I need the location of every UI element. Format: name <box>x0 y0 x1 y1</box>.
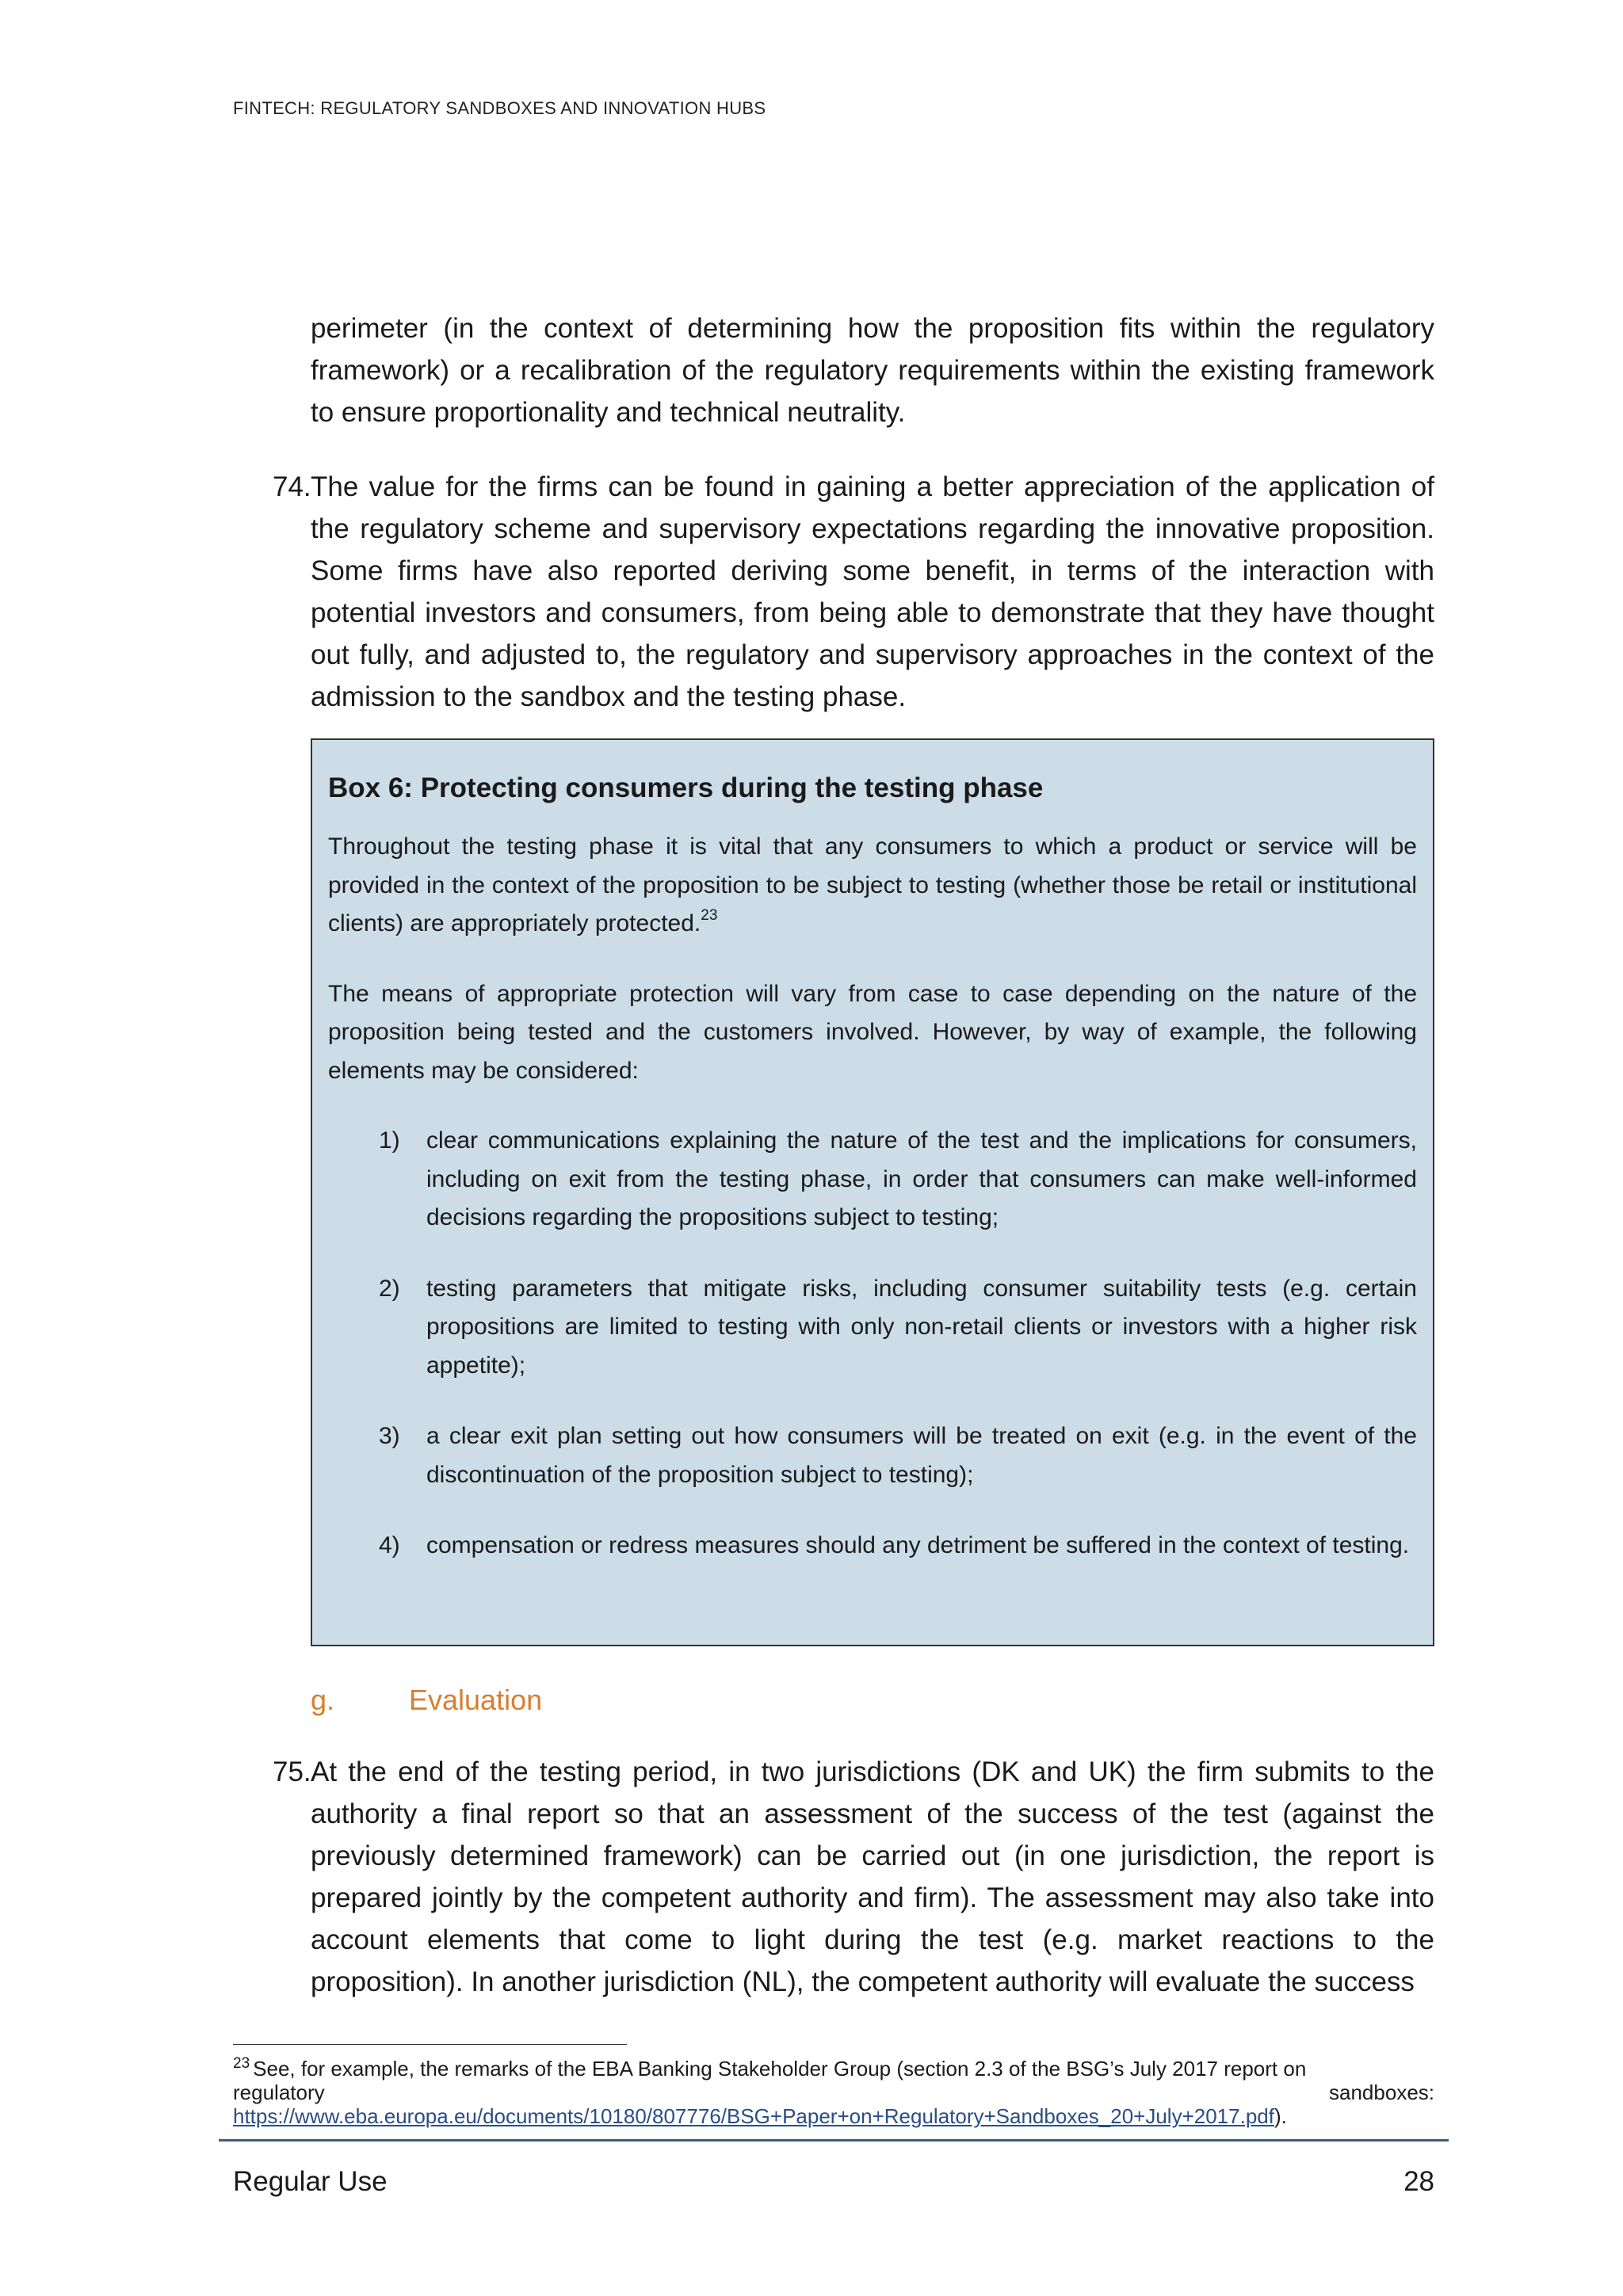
box-intro-text: Throughout the testing phase it is vital that any consumers to which a product or service will be provided in the context of the proposition to be subject to testing (whether those be retail or institutional clients) are appropriately protected. <box>328 833 1417 936</box>
footnote-reference[interactable]: 23 <box>701 907 718 924</box>
list-item <box>328 1417 1417 1494</box>
footnote-number: 23 <box>233 2055 250 2072</box>
list-item-text: clear communications explaining the nature of the test and the implications for consumers, including on exit from the testing phase, in order that consumers can make well-informed decisions regarding the propositions subject to testing; <box>426 1127 1417 1230</box>
paragraph-75 <box>273 1751 1434 2003</box>
footnote-23 <box>233 2057 1434 2128</box>
list-item <box>328 1527 1417 1566</box>
box-intro <box>328 828 1417 944</box>
footnote-word-left: regulatory <box>233 2081 325 2104</box>
box-6-consumer-protection <box>311 738 1434 1646</box>
list-item <box>328 1122 1417 1238</box>
footer-classification: Regular Use <box>233 2166 388 2197</box>
box-title: Box 6: Protecting consumers during the testing phase <box>328 772 1044 803</box>
paragraph-text: The value for the firms can be found in gaining a better appreciation of the application of the regulatory scheme and supervisory expectations regarding the innovative proposition. Some firms have also reported deriving some benefit, in terms of the interaction with potential investors and consumers, from being able to demonstrate that they have thought out fully, and adjusted to, the regulatory and supervisory approaches in the context of the admission to the sandbox and the testing phase. <box>311 471 1434 712</box>
footnote-line-1 <box>233 2057 1434 2081</box>
footnote-link-suffix: ). <box>1274 2104 1287 2128</box>
footnote-separator <box>233 2044 627 2045</box>
footnote-word-right: sandboxes: <box>1329 2081 1434 2104</box>
list-item-text: compensation or redress measures should any detriment be suffered in the context of testing. <box>426 1532 1410 1558</box>
paragraph-text: At the end of the testing period, in two jurisdictions (DK and UK) the firm submits to the authority a final report so that an assessment of the success of the test (against the previously determined framework) can be carried out (in one jurisdiction, the report is prepared jointly by the competent authority and firm). The assessment may also take into account elements that come to light during the test (e.g. market reactions to the proposition). In another jurisdiction (NL), the competent authority will evaluate the success <box>311 1756 1434 1997</box>
paragraph-continuation: perimeter (in the context of determining how the proposition fits within the regulatory framework) or a recalibration of the regulatory requirements within the existing framework to ensure proportionality and technical neutrality. <box>311 313 1434 428</box>
section-title: Evaluation <box>409 1684 543 1716</box>
section-letter: g. <box>311 1684 335 1716</box>
box-list <box>328 1122 1417 1566</box>
list-item-text: testing parameters that mitigate risks, including consumer suitability tests (e.g. certain propositions are limited to testing with only non-retail clients or investors with a higher risk appetite); <box>426 1275 1417 1379</box>
paragraph-74 <box>273 466 1434 718</box>
page-number: 28 <box>1403 2166 1434 2197</box>
box-means: The means of appropriate protection will vary from case to case depending on the nature of the proposition being tested and the customers involved. However, by way of example, the following elements may be considered: <box>328 980 1417 1084</box>
list-item <box>328 1270 1417 1386</box>
footnote-link[interactable]: https://www.eba.europa.eu/documents/10180/807776/BSG+Paper+on+Regulatory+Sandboxes_20+July+2017.pdf <box>233 2104 1274 2128</box>
list-item-number: 3) <box>379 1423 400 1449</box>
footer-rule <box>219 2139 1449 2142</box>
paragraph-number: 75. <box>273 1756 311 1787</box>
list-item-number: 2) <box>379 1275 400 1302</box>
list-item-text: a clear exit plan setting out how consumers will be treated on exit (e.g. in the event of the discontinuation of the proposition subject to testing); <box>426 1423 1417 1488</box>
footnote-line-2 <box>233 2081 1434 2104</box>
section-heading-evaluation <box>311 1680 542 1721</box>
running-header: FINTECH: REGULATORY SANDBOXES AND INNOVATION HUBS <box>233 98 766 118</box>
paragraph-number: 74. <box>273 471 311 502</box>
list-item-number: 4) <box>379 1532 400 1558</box>
list-item-number: 1) <box>379 1127 400 1154</box>
footnote-text: See, for example, the remarks of the EBA Banking Stakeholder Group (section 2.3 of the BSG’s July 2017 report on <box>253 2057 1307 2081</box>
footnote-line-3 <box>233 2104 1434 2128</box>
